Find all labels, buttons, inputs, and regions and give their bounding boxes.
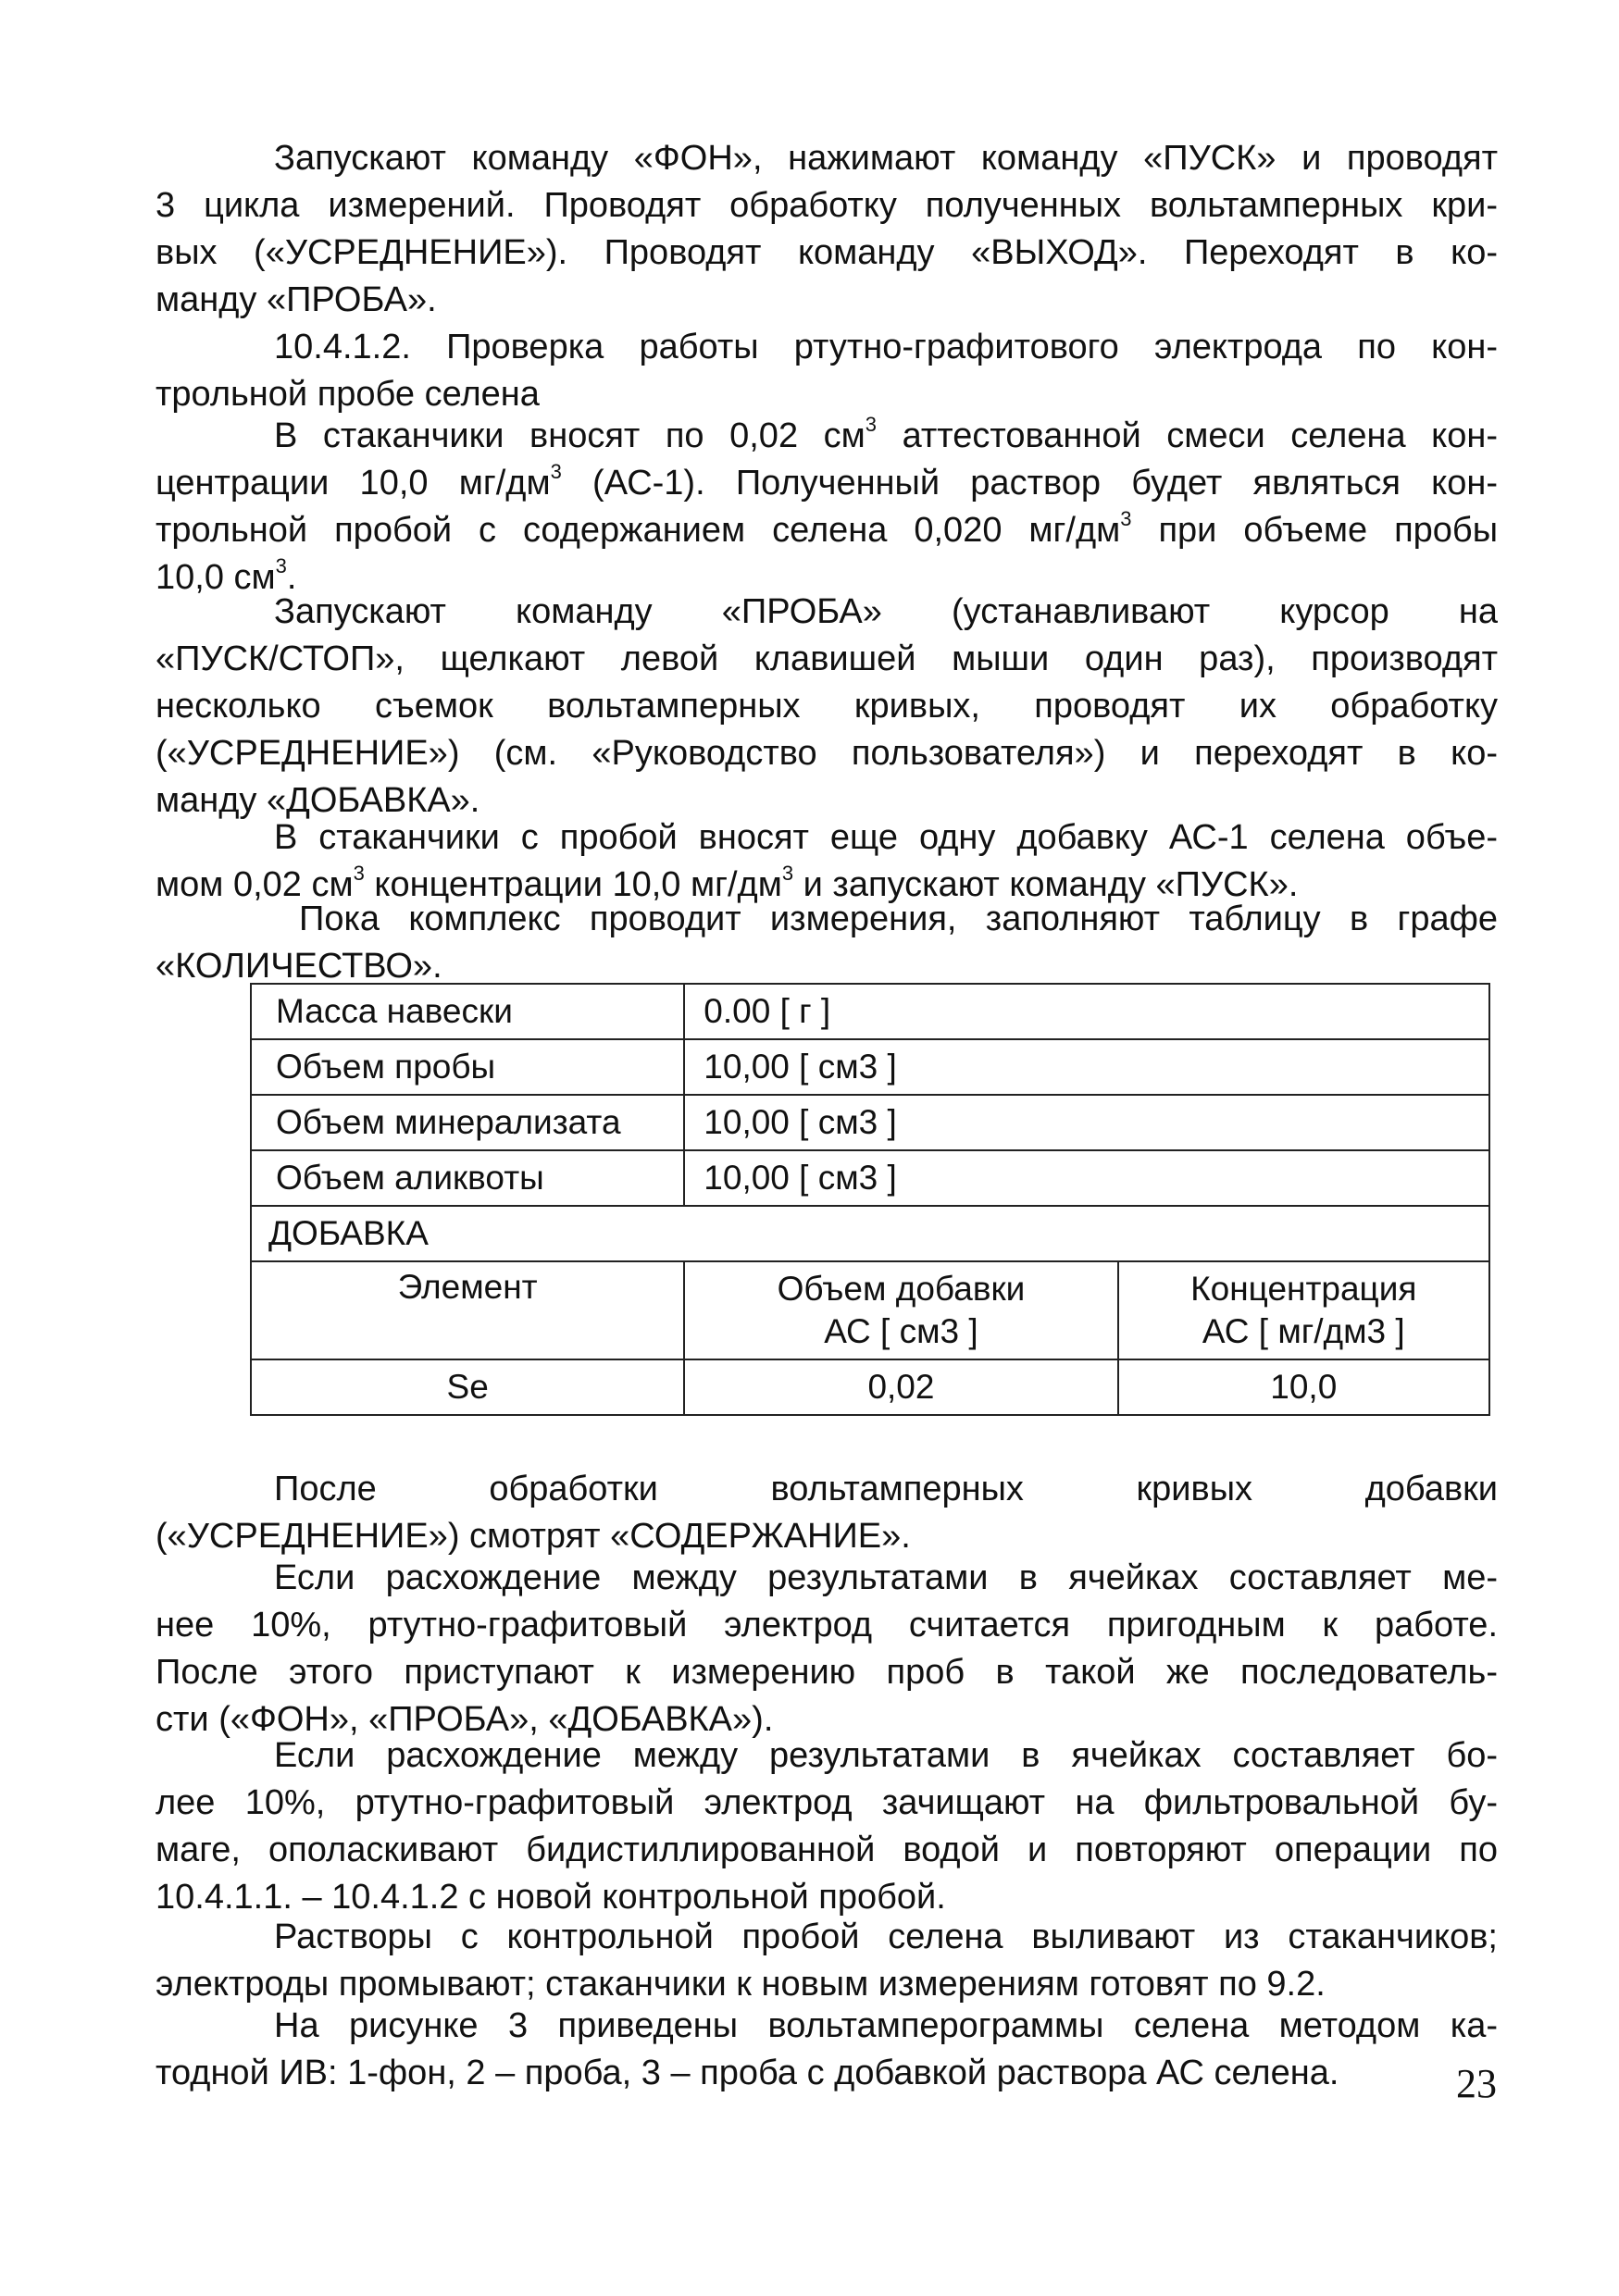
text-line: вых («УСРЕДНЕНИЕ»). Проводят команду «ВЫХОД». Переходят в ко-	[156, 233, 1498, 272]
header-text: АС [ мг/дм3 ]	[1202, 1312, 1405, 1350]
table-cell: 10,0	[1118, 1359, 1489, 1415]
text-line: тодной ИВ: 1-фон, 2 – проба, 3 – проба с добавкой раствора АС селена.	[156, 2054, 1339, 2092]
text-line: Пока комплекс проводит измерения, заполняют таблицу в графе	[299, 900, 1498, 938]
header-text: Объем добавки	[777, 1270, 1026, 1308]
text-line: сти («ФОН», «ПРОБА», «ДОБАВКА»).	[156, 1700, 774, 1739]
text-line: несколько съемок вольтамперных кривых, проводят их обработку	[156, 687, 1498, 726]
text-span: .	[286, 558, 297, 597]
table-cell: 0,02	[684, 1359, 1117, 1415]
addition-title: ДОБАВКА	[251, 1206, 1489, 1261]
paragraph-6	[156, 896, 1498, 990]
header-text: Концентрация	[1190, 1270, 1417, 1308]
table-cell: 10,00 [ см3 ]	[684, 1095, 1489, 1150]
text-line: нее 10%, ртутно-графитовый электрод считается пригодным к работе.	[156, 1606, 1498, 1644]
text-span: при объеме пробы	[1131, 511, 1499, 550]
table-cell: Объем минерализата	[251, 1095, 684, 1150]
paragraph-4	[156, 589, 1498, 825]
text-line	[156, 460, 1498, 507]
text-line: манду «ПРОБА».	[156, 280, 437, 319]
text-line: После этого приступают к измерению проб в такой же последователь-	[156, 1653, 1498, 1692]
superscript: 3	[1120, 507, 1132, 530]
text-line: Запускают команду «ПРОБА» (устанавливают курсор на	[274, 592, 1498, 631]
text-line: Если расхождение между результатами в ячейках составляет бо-	[274, 1736, 1498, 1775]
text-span: В стаканчики вносят по 0,02 см	[274, 416, 866, 455]
text-line	[156, 507, 1498, 554]
superscript: 3	[550, 460, 562, 483]
table-row	[251, 1206, 1489, 1261]
text-span: (АС-1). Полученный раствор будет являться кон-	[561, 464, 1498, 503]
text-line: («УСРЕДНЕНИЕ») смотрят «СОДЕРЖАНИЕ».	[156, 1517, 911, 1556]
text-line: «ПУСК/СТОП», щелкают левой клавишей мыши один раз), производят	[156, 639, 1498, 678]
text-line: манду «ДОБАВКА».	[156, 781, 480, 820]
superscript: 3	[865, 413, 878, 436]
paragraph-10	[156, 1914, 1498, 2008]
table-cell: 10,00 [ см3 ]	[684, 1150, 1489, 1206]
text-line: «КОЛИЧЕСТВО».	[156, 947, 442, 986]
column-header-element	[251, 1261, 684, 1359]
paragraph-1	[156, 135, 1498, 324]
text-line: электроды промывают; стаканчики к новым измерениям готовят по 9.2.	[156, 1965, 1326, 2004]
table-row	[251, 1095, 1489, 1150]
table-row	[251, 1039, 1489, 1095]
page-number: 23	[1456, 2061, 1497, 2106]
header-text: Элемент	[397, 1268, 538, 1306]
text-line: трольной пробе селена	[156, 375, 540, 414]
table-cell: Объем пробы	[251, 1039, 684, 1095]
table-cell: Масса навески	[251, 984, 684, 1039]
table-row	[251, 1359, 1489, 1415]
text-span: мом 0,02 см	[156, 865, 354, 904]
paragraph-7	[156, 1466, 1498, 1560]
text-span: концентрации 10,0 мг/дм	[364, 865, 782, 904]
superscript: 3	[781, 862, 794, 885]
paragraph-3	[156, 413, 1498, 602]
table-cell: 10,00 [ см3 ]	[684, 1039, 1489, 1095]
text-line	[156, 413, 1498, 460]
text-line: («УСРЕДНЕНИЕ») (см. «Руководство пользователя») и переходят в ко-	[156, 734, 1498, 773]
text-line: Растворы с контрольной пробой селена выливают из стаканчиков;	[274, 1917, 1498, 1956]
text-span: 10,0 см	[156, 558, 276, 597]
text-span: трольной пробой с содержанием селена 0,020 мг/дм	[156, 511, 1121, 550]
text-line: Если расхождение между результатами в ячейках составляет ме-	[274, 1558, 1498, 1597]
table-cell: Объем аликвоты	[251, 1150, 684, 1206]
text-line: маге, ополаскивают бидистиллированной водой и повторяют операции по	[156, 1831, 1498, 1869]
text-line: лее 10%, ртутно-графитовый электрод зачищают на фильтровальной бу-	[156, 1783, 1498, 1822]
text-line: На рисунке 3 приведены вольтамперограммы селена методом ка-	[274, 2006, 1498, 2045]
paragraph-8	[156, 1555, 1498, 1744]
text-line: В стаканчики с пробой вносят еще одну добавку АС-1 селена объе-	[274, 818, 1498, 857]
text-line: 10.4.1.2. Проверка работы ртутно-графитового электрода по кон-	[274, 328, 1498, 366]
column-header-concentration	[1118, 1261, 1489, 1359]
text-span: аттестованной смеси селена кон-	[877, 416, 1498, 455]
paragraph-5	[156, 814, 1498, 909]
superscript: 3	[275, 554, 287, 577]
table-cell: 0.00 [ г ]	[684, 984, 1489, 1039]
column-header-volume	[684, 1261, 1117, 1359]
superscript: 3	[353, 862, 365, 885]
table-cell: Se	[251, 1359, 684, 1415]
quantity-table	[250, 983, 1490, 1416]
text-line: 3 цикла измерений. Проводят обработку полученных вольтамперных кри-	[156, 186, 1498, 225]
paragraph-2	[156, 324, 1498, 418]
text-span: центрации 10,0 мг/дм	[156, 464, 551, 503]
table-row	[251, 984, 1489, 1039]
paragraph-9	[156, 1732, 1498, 1921]
table-row	[251, 1150, 1489, 1206]
text-line: После обработки вольтамперных кривых добавки	[274, 1470, 1498, 1508]
text-span: и запускают команду «ПУСК».	[793, 865, 1299, 904]
text-line: Запускают команду «ФОН», нажимают команду «ПУСК» и проводят	[274, 139, 1498, 178]
paragraph-11	[156, 2003, 1498, 2097]
table-header-row	[251, 1261, 1489, 1359]
text-line: 10.4.1.1. – 10.4.1.2 с новой контрольной пробой.	[156, 1878, 946, 1917]
header-text: АС [ см3 ]	[824, 1312, 978, 1350]
